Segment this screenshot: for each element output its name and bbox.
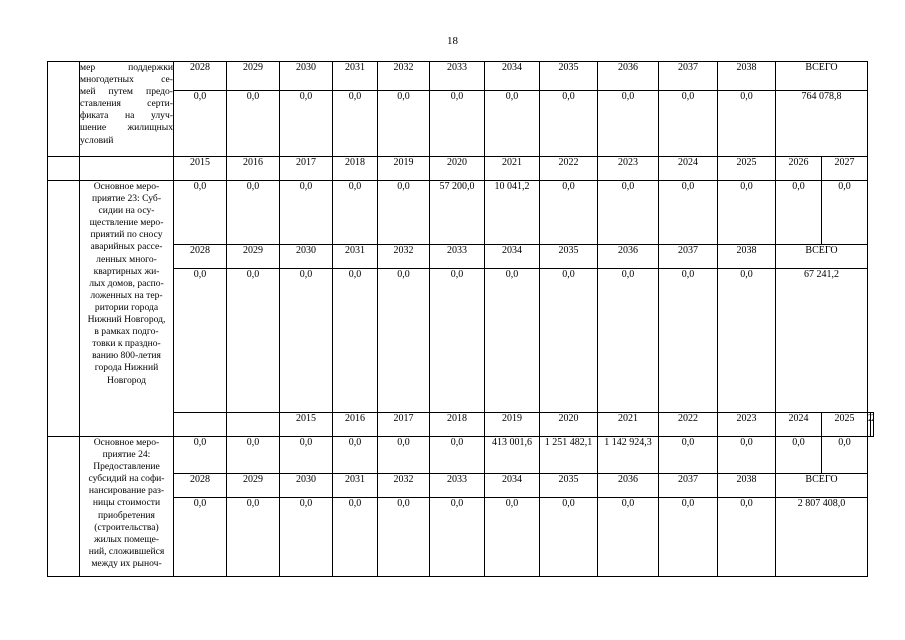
value-cell <box>280 91 333 157</box>
year-header-text: 2023 <box>618 157 638 168</box>
description-line: фиката на улуч- <box>80 110 173 122</box>
value-cell-text: 0,0 <box>681 91 695 102</box>
value-cell-text: 0,0 <box>348 437 362 448</box>
year-header <box>659 413 718 437</box>
value-cell-text: 0,0 <box>621 91 635 102</box>
description-line: ритории города <box>94 301 159 313</box>
value-cell <box>598 498 659 577</box>
value-cell <box>485 437 540 474</box>
year-header-text: 2031 <box>345 245 365 256</box>
description-line: ставления серти- <box>80 98 173 110</box>
year-header-text: 2022 <box>678 413 698 424</box>
year-header <box>659 245 718 269</box>
row-description <box>80 437 174 577</box>
year-header-text: 2020 <box>558 413 579 424</box>
total-value-text: 67 241,2 <box>804 269 839 280</box>
value-cell-text: 0,0 <box>299 91 313 102</box>
year-header-text: 2035 <box>558 245 579 256</box>
value-cell <box>776 181 822 245</box>
value-cell <box>485 269 540 413</box>
empty-cell <box>174 413 227 437</box>
year-header-text: 2035 <box>558 474 579 485</box>
value-cell-text: 0,0 <box>348 498 362 509</box>
year-header <box>540 245 598 269</box>
year-header <box>280 62 333 91</box>
year-header-text: 2023 <box>736 413 757 424</box>
year-header-text: 2019 <box>393 157 414 168</box>
value-cell-text: 0,0 <box>562 269 575 280</box>
year-header <box>485 245 540 269</box>
year-header-text: 2021 <box>502 157 522 168</box>
year-header <box>598 62 659 91</box>
value-cell-text: 0,0 <box>621 181 635 192</box>
description-line: ний, сложившейся <box>88 545 165 557</box>
description-line: Предоставление <box>93 461 160 473</box>
year-header-text: 2032 <box>393 245 414 256</box>
value-cell <box>598 91 659 157</box>
value-cell-text: 0,0 <box>246 181 260 192</box>
empty-cell <box>48 437 80 577</box>
year-header-text: 2015 <box>190 157 210 168</box>
value-cell-text: 0,0 <box>299 498 313 509</box>
value-cell <box>430 437 485 474</box>
total-header <box>776 245 868 269</box>
value-cell-text: 0,0 <box>397 91 410 102</box>
total-value <box>776 269 868 413</box>
description-line: города Нижний <box>94 362 159 374</box>
value-cell-text: 0,0 <box>838 181 851 192</box>
year-header-text: 2033 <box>447 474 467 485</box>
value-cell <box>174 91 227 157</box>
description-line: в рамках подго- <box>94 326 159 338</box>
year-header-text: 2035 <box>558 62 579 73</box>
year-header <box>598 245 659 269</box>
description-line: мей путем предо- <box>80 86 173 98</box>
description-line: приятие 24: <box>102 449 151 461</box>
year-header-text: 2017 <box>393 413 414 424</box>
year-header <box>174 474 227 498</box>
year-header-text: 2037 <box>678 245 698 256</box>
value-cell-text: 0,0 <box>505 91 519 102</box>
table-row <box>48 157 874 181</box>
year-header-text: 2026 <box>788 157 809 168</box>
description-line: (строительства) <box>94 521 159 533</box>
value-cell <box>659 91 718 157</box>
year-header <box>430 157 485 181</box>
value-cell-text: 0,0 <box>792 437 805 448</box>
year-header <box>718 474 776 498</box>
value-cell <box>598 269 659 413</box>
value-cell-text: 10 041,2 <box>494 181 530 192</box>
description-line: субсидий на софи- <box>88 473 165 485</box>
value-cell <box>659 269 718 413</box>
year-header-text: 2025 <box>736 157 757 168</box>
value-cell <box>485 498 540 577</box>
year-header <box>378 157 430 181</box>
year-header <box>333 62 378 91</box>
year-header <box>540 474 598 498</box>
year-header <box>718 413 776 437</box>
year-header-text: 2037 <box>678 474 698 485</box>
empty-cell <box>80 157 174 181</box>
description-line: многодетных се- <box>80 74 173 86</box>
value-cell-text: 0,0 <box>740 437 753 448</box>
value-cell <box>280 498 333 577</box>
year-header <box>174 245 227 269</box>
value-cell-text: 0,0 <box>681 437 695 448</box>
value-cell-text: 0,0 <box>450 498 464 509</box>
year-header-text: 2032 <box>393 474 414 485</box>
value-cell-text: 0,0 <box>562 498 575 509</box>
value-cell-text: 0,0 <box>193 91 207 102</box>
total-value <box>776 91 868 157</box>
year-header-text: 2036 <box>618 62 638 73</box>
value-cell <box>718 437 776 474</box>
year-header-text: 2034 <box>502 62 522 73</box>
description-line: Новгород <box>107 374 146 386</box>
year-header-text: 2016 <box>243 157 263 168</box>
year-header-text: 2017 <box>296 157 316 168</box>
value-cell <box>430 91 485 157</box>
description-line: Нижний Новгород, <box>87 314 166 326</box>
value-cell-text: 0,0 <box>299 181 313 192</box>
year-header <box>174 157 227 181</box>
year-header-text: 2033 <box>447 245 467 256</box>
value-cell-text: 0,0 <box>562 181 575 192</box>
total-value-text: 764 078,8 <box>801 91 842 102</box>
value-cell <box>227 91 280 157</box>
year-header <box>776 413 822 437</box>
value-cell-text: 0,0 <box>299 437 313 448</box>
year-header-text: 2025 <box>834 413 855 424</box>
year-header <box>485 62 540 91</box>
value-cell <box>174 498 227 577</box>
year-header-text: 2022 <box>558 157 579 168</box>
value-cell-text: 1 142 924,3 <box>604 437 652 448</box>
value-cell-text: 57 200,0 <box>439 181 475 192</box>
value-cell-text: 0,0 <box>246 91 260 102</box>
year-header <box>227 62 280 91</box>
value-cell-text: 0,0 <box>838 437 851 448</box>
year-header-text: 2029 <box>243 474 263 485</box>
description-line: приятие 23: Суб- <box>91 193 162 205</box>
description-line: ницы стоимости <box>92 497 161 509</box>
description-line: товки к праздно- <box>92 338 161 350</box>
value-cell <box>378 91 430 157</box>
year-header <box>540 62 598 91</box>
value-cell <box>280 437 333 474</box>
value-cell-text: 0,0 <box>740 91 753 102</box>
year-header <box>659 157 718 181</box>
year-header-text: 2032 <box>393 62 414 73</box>
value-cell <box>540 181 598 245</box>
year-header-text: 2016 <box>345 413 365 424</box>
value-cell <box>378 437 430 474</box>
year-header-text: 2019 <box>502 413 522 424</box>
value-cell-text: 0,0 <box>397 269 410 280</box>
year-header <box>718 157 776 181</box>
year-header-text: 2038 <box>736 62 757 73</box>
value-cell-text: 0,0 <box>193 437 207 448</box>
year-header-text: 2024 <box>788 413 809 424</box>
year-header <box>174 62 227 91</box>
year-header-text: 2030 <box>296 474 316 485</box>
year-header <box>485 474 540 498</box>
description-line: условий <box>80 134 114 146</box>
empty-cell <box>48 157 80 181</box>
table-row <box>48 62 874 91</box>
description-line: шение жилищных <box>80 122 173 134</box>
total-header-text: ВСЕГО <box>805 474 838 485</box>
value-cell-text: 0,0 <box>505 269 519 280</box>
year-header-text: 2028 <box>190 62 210 73</box>
value-cell-text: 0,0 <box>740 269 753 280</box>
year-header <box>485 157 540 181</box>
value-cell-text: 0,0 <box>246 498 260 509</box>
year-header <box>540 157 598 181</box>
year-header <box>822 157 868 181</box>
year-header-text: 2038 <box>736 474 757 485</box>
year-header-text: 2036 <box>618 245 638 256</box>
description-line: нансирование раз- <box>88 485 165 497</box>
value-cell <box>378 181 430 245</box>
value-cell <box>333 437 378 474</box>
year-header <box>822 413 868 437</box>
value-cell <box>227 498 280 577</box>
description-line: сидии на осу- <box>98 205 155 217</box>
value-cell <box>174 437 227 474</box>
value-cell <box>333 498 378 577</box>
year-header <box>430 474 485 498</box>
year-header <box>280 413 333 437</box>
value-cell-text: 0,0 <box>621 269 635 280</box>
year-header-text: 2033 <box>447 62 467 73</box>
page-number: 18 <box>447 35 458 47</box>
empty-cell <box>48 181 80 437</box>
description-line: аварийных рассе- <box>90 241 163 253</box>
year-header <box>333 245 378 269</box>
value-cell <box>430 181 485 245</box>
description-line: ществление меро- <box>89 217 164 229</box>
year-header <box>333 413 378 437</box>
value-cell <box>822 181 868 245</box>
row-description <box>80 62 174 157</box>
year-header <box>871 413 874 437</box>
value-cell-text: 0,0 <box>348 269 362 280</box>
value-cell <box>718 269 776 413</box>
value-cell <box>378 269 430 413</box>
value-cell <box>540 269 598 413</box>
year-header <box>718 245 776 269</box>
year-header <box>378 245 430 269</box>
year-header <box>659 474 718 498</box>
value-cell-text: 0,0 <box>348 91 362 102</box>
year-header <box>598 474 659 498</box>
year-header-text: 2036 <box>618 474 638 485</box>
description-line: мер поддержки <box>80 62 173 73</box>
total-value-text: 2 807 408,0 <box>797 498 846 509</box>
year-header-text: 2027 <box>834 157 855 168</box>
description-line: ленных много- <box>96 253 157 265</box>
year-header <box>378 62 430 91</box>
value-cell <box>485 91 540 157</box>
year-header-text: 2015 <box>296 413 316 424</box>
value-cell-text: 0,0 <box>681 498 695 509</box>
year-header <box>430 413 485 437</box>
total-header-text: ВСЕГО <box>805 62 838 73</box>
total-header <box>776 62 868 91</box>
value-cell <box>485 181 540 245</box>
value-cell <box>540 498 598 577</box>
year-header <box>333 157 378 181</box>
value-cell-text: 0,0 <box>193 181 207 192</box>
row-description <box>80 181 174 437</box>
year-header-text: 2029 <box>243 245 263 256</box>
value-cell-text: 0,0 <box>246 437 260 448</box>
empty-cell <box>48 62 80 157</box>
value-cell <box>227 181 280 245</box>
year-header-text <box>871 413 874 424</box>
year-header <box>378 474 430 498</box>
year-header-text: 2029 <box>243 62 263 73</box>
year-header <box>378 413 430 437</box>
year-header <box>333 474 378 498</box>
value-cell <box>822 437 868 474</box>
year-header-text: 2021 <box>618 413 638 424</box>
description-line: жилых помеще- <box>93 533 160 545</box>
total-header <box>776 474 868 498</box>
total-value <box>776 498 868 577</box>
value-cell <box>280 269 333 413</box>
value-cell <box>227 437 280 474</box>
value-cell <box>659 498 718 577</box>
value-cell <box>540 437 598 474</box>
year-header <box>227 474 280 498</box>
value-cell-text: 0,0 <box>348 181 362 192</box>
description-line: между их рыноч- <box>91 557 162 569</box>
value-cell <box>430 498 485 577</box>
value-cell-text: 0,0 <box>450 437 464 448</box>
year-header-text: 2018 <box>345 157 365 168</box>
year-header <box>598 413 659 437</box>
value-cell <box>718 91 776 157</box>
value-cell <box>659 437 718 474</box>
year-header-text: 2020 <box>447 157 467 168</box>
value-cell <box>540 91 598 157</box>
description-line: ванию 800-летия <box>92 350 161 362</box>
year-header <box>485 413 540 437</box>
value-cell-text: 0,0 <box>792 181 805 192</box>
year-header-text: 2028 <box>190 474 210 485</box>
year-header <box>718 62 776 91</box>
value-cell-text: 0,0 <box>246 269 260 280</box>
value-cell <box>659 181 718 245</box>
value-cell <box>174 181 227 245</box>
year-header <box>430 245 485 269</box>
value-cell-text: 0,0 <box>450 269 464 280</box>
year-header <box>280 157 333 181</box>
value-cell-text: 0,0 <box>621 498 635 509</box>
year-header-text: 2034 <box>502 245 522 256</box>
year-header <box>598 157 659 181</box>
value-cell <box>776 437 822 474</box>
total-header-text: ВСЕГО <box>805 245 838 256</box>
value-cell <box>378 498 430 577</box>
value-cell <box>227 269 280 413</box>
value-cell <box>430 269 485 413</box>
description-line: лых домов, распо- <box>89 277 164 289</box>
value-cell-text: 0,0 <box>193 269 207 280</box>
value-cell-text: 0,0 <box>299 269 313 280</box>
year-header-text: 2018 <box>447 413 467 424</box>
description-line: Основное меро- <box>93 181 160 192</box>
value-cell <box>333 181 378 245</box>
year-header-text: 2038 <box>736 245 757 256</box>
value-cell <box>333 91 378 157</box>
value-cell-text: 0,0 <box>740 498 753 509</box>
year-header <box>280 474 333 498</box>
value-cell <box>598 437 659 474</box>
year-header <box>227 157 280 181</box>
year-header-text: 2034 <box>502 474 522 485</box>
table-row <box>48 181 874 245</box>
year-header <box>430 62 485 91</box>
value-cell-text: 413 001,6 <box>492 437 532 448</box>
year-header-text: 2037 <box>678 62 698 73</box>
year-header-text: 2024 <box>678 157 698 168</box>
value-cell-text: 0,0 <box>193 498 207 509</box>
value-cell-text: 0,0 <box>505 498 519 509</box>
value-cell <box>718 181 776 245</box>
table-row <box>48 437 874 474</box>
year-header-text: 2030 <box>296 62 316 73</box>
year-header-text: 2031 <box>345 474 365 485</box>
empty-cell <box>227 413 280 437</box>
description-line: квартирных жи- <box>93 265 160 277</box>
value-cell <box>333 269 378 413</box>
year-header-text: 2031 <box>345 62 365 73</box>
description-line: ложенных на тер- <box>90 289 163 301</box>
year-header <box>280 245 333 269</box>
year-header <box>540 413 598 437</box>
year-header <box>659 62 718 91</box>
year-header-text: 2028 <box>190 245 210 256</box>
value-cell-text: 0,0 <box>397 181 410 192</box>
value-cell <box>174 269 227 413</box>
year-header <box>227 245 280 269</box>
description-line: Основное меро- <box>93 437 160 448</box>
value-cell-text: 1 251 482,1 <box>544 437 593 448</box>
funding-table <box>47 61 874 577</box>
value-cell-text: 0,0 <box>681 181 695 192</box>
value-cell <box>718 498 776 577</box>
value-cell-text: 0,0 <box>681 269 695 280</box>
value-cell-text: 0,0 <box>450 91 464 102</box>
description-line: приобретения <box>98 509 155 521</box>
year-header <box>776 157 822 181</box>
value-cell-text: 0,0 <box>397 498 410 509</box>
year-header-text: 2030 <box>296 245 316 256</box>
value-cell-text: 0,0 <box>397 437 410 448</box>
value-cell-text: 0,0 <box>562 91 575 102</box>
value-cell <box>598 181 659 245</box>
value-cell-text: 0,0 <box>740 181 753 192</box>
description-line: приятий по сносу <box>90 229 163 241</box>
value-cell <box>280 181 333 245</box>
